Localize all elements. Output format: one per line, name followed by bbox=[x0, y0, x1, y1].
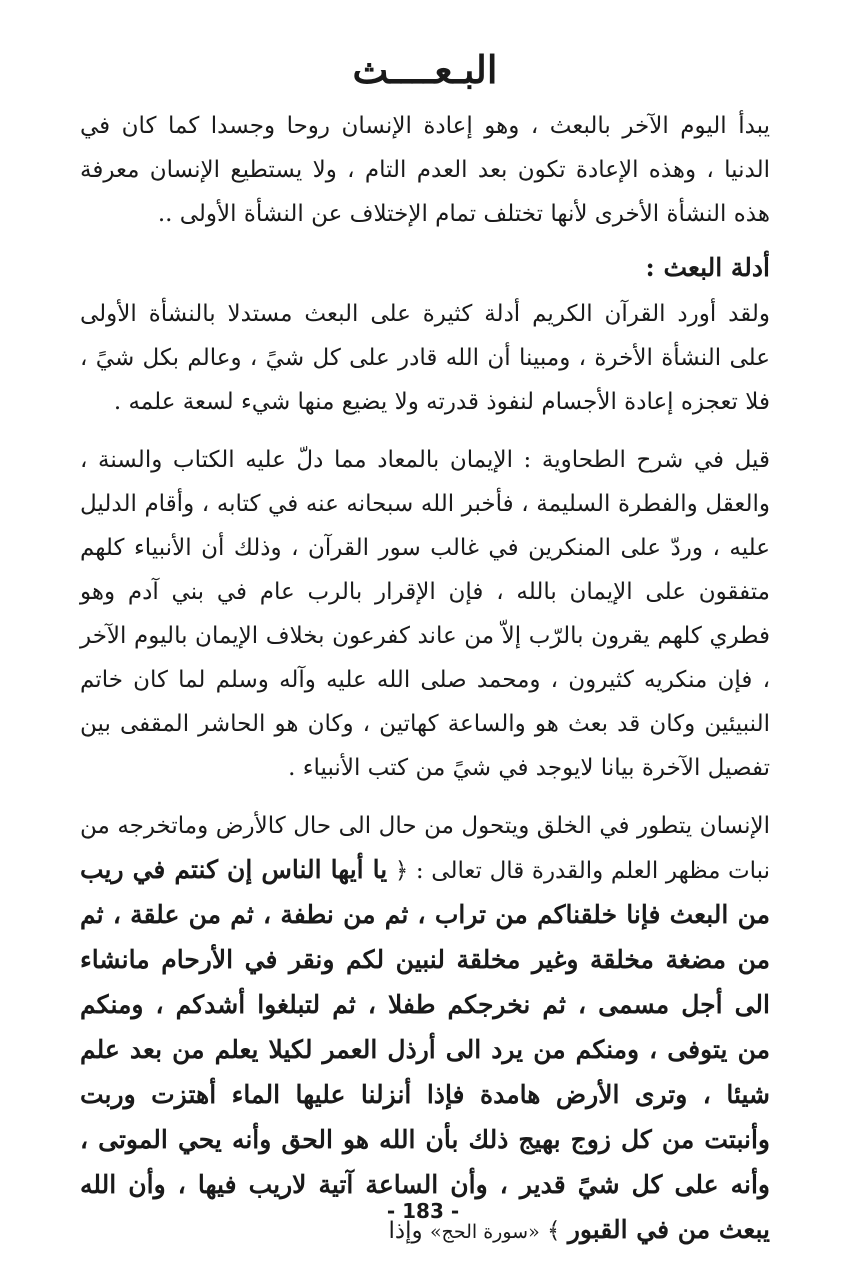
section-heading: أدلة البعث : bbox=[645, 253, 770, 282]
evidence-paragraph: ولقد أورد القرآن الكريم أدلة كثيرة على البعث مستدلا بالنشأة الأولى على النشأة الأخرة ، ومبينا أن الله قادر على كل شيً ، وعالم بكل شيً ، فلا تعجزه إعادة الأجسام لنفوذ قدرته ولا يضيع منها شيء لسعة علمه . bbox=[80, 301, 770, 415]
growth-intro-text: الإنسان يتطور في الخلق ويتحول من حال الى حال كالأرض وماتخرجه من نبات مظهر العلم والقدرة قال تعالى : ﴿ bbox=[80, 813, 771, 884]
page-number: - 183 - bbox=[386, 1199, 460, 1223]
verse-close-bracket: ﴾ bbox=[547, 1218, 561, 1244]
document-page bbox=[80, 40, 771, 1244]
quran-verse-text: يا أيها الناس إن كنتم في ريب من البعث فإنا خلقناكم من تراب ، ثم من نطفة ، ثم من علقة ، ثم من مضغة مخلقة وغير مخلقة لنبين لكم ونقر في الأرحام مانشاء الى أجل مسمى ، ثم نخرجكم طفلا ، ثم لتبلغوا أشدكم ، ومنكم من يتوفى ، ومنكم من يرد الى أرذل العمر لكيلا يعلم من بعد علم شيئا ، وترى الأرض هامدة فإذا أنزلنا عليها الماء أهتزت وربت وأنبتت من كل زوج بهيج ذلك بأن الله هو الحق وأنه يحي الموتى ، وأنه على كل شيً قدير ، وأن الساعة آتية لاريب فيها ، وأن الله يبعث من في القبور bbox=[80, 855, 770, 1244]
page-title: البـعــــث bbox=[352, 47, 498, 92]
sura-reference: «سورة الحج» bbox=[429, 1221, 540, 1243]
paragraph-spacer bbox=[80, 790, 770, 804]
quran-verse-paragraph bbox=[80, 804, 770, 1254]
intro-paragraph: يبدأ اليوم الآخر بالبعث ، وهو إعادة الإنسان روحا وجسدا كما كان في الدنيا ، وهذه الإعادة تكون بعد العدم التام ، ولا يستطيع الإنسان معرفة هذه النشأة الأخرى لأنها تختلف تمام الإختلاف عن النشأة الأولى .. bbox=[80, 113, 770, 227]
tahawiyya-paragraph: قيل في شرح الطحاوية : الإيمان بالمعاد مما دلّ عليه الكتاب والسنة ، والعقل والفطرة السليمة ، فأخبر الله سبحانه عنه في كتابه ، وأقام الدليل عليه ، وردّ على المنكرين في غالب سور القرآن ، وذلك أن الأنبياء كلهم متفقون على الإيمان بالله ، فإن الإقرار بالرب عام في بني آدم وهو فطري كلهم يقرون بالرّب إلاّ من عاند كفرعون بخلاف الإيمان باليوم الآخر ، فإن منكريه كثيرون ، ومحمد صلى الله عليه وآله وسلم لما كان خاتم النبيئين وكان قد بعث هو والساعة كهاتين ، وكان هو الحاشر المقفى بين تفصيل الآخرة بيانا لايوجد في شيً من كتب الأنبياء . bbox=[80, 447, 770, 781]
paragraph-spacer bbox=[80, 424, 770, 438]
continuation-text: وإذا bbox=[388, 1218, 423, 1244]
